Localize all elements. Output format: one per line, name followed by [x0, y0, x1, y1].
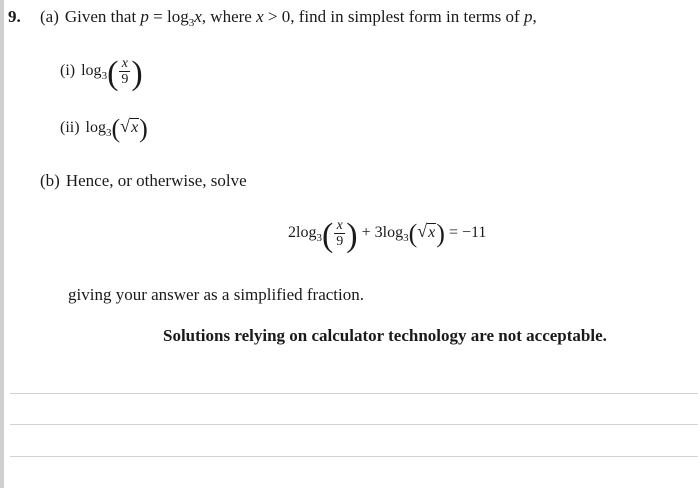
eq-close-paren-2: ) [436, 219, 445, 249]
item-i-numerator: x [119, 56, 130, 72]
eq-plus-term: + 3 [357, 224, 383, 242]
item-i-close-paren: ) [131, 55, 143, 93]
part-a-label: (a) [40, 7, 59, 26]
calculator-notice: Solutions relying on calculator technology are not acceptable. [163, 326, 607, 345]
page-left-border [0, 0, 4, 488]
p-variable-terms: p [523, 7, 533, 26]
eq-base-2: 3 [403, 232, 409, 245]
coefficient-2: 2 [288, 224, 296, 242]
answer-line [10, 456, 698, 457]
item-i-fraction [119, 56, 130, 87]
log-equation [288, 218, 486, 253]
condition-text: > 0, find in simplest form in terms of [263, 7, 524, 26]
sqrt-symbol: √ [120, 116, 131, 136]
log-base: 3 [188, 17, 195, 29]
item-i-open-paren: ( [107, 55, 119, 93]
p-variable: p [140, 7, 149, 26]
item-i [60, 56, 143, 91]
eq-log-1: log [296, 224, 317, 242]
x-variable: x [194, 7, 202, 26]
question-number: 9. [8, 7, 21, 26]
answer-line [10, 424, 698, 425]
eq-radicand: x [428, 224, 436, 242]
part-a-prompt [40, 7, 537, 29]
answer-line [10, 393, 698, 394]
eq-base-1: 3 [316, 232, 322, 245]
answer-instruction: giving your answer as a simplified fraction. [68, 285, 365, 304]
eq-close-paren-1: ) [346, 217, 358, 255]
item-ii-log: log [85, 119, 106, 136]
eq-denominator: 9 [336, 234, 344, 249]
eq-open-paren-1: ( [321, 217, 334, 255]
eq-numerator: x [334, 218, 345, 234]
eq-log-2: log [382, 224, 404, 242]
item-i-log: log [81, 62, 102, 80]
eq-open-paren-2: ( [408, 219, 418, 249]
item-ii-label: (ii) [60, 119, 80, 136]
item-ii-open-paren: ( [111, 114, 121, 143]
x-variable-condition: x [256, 7, 264, 26]
item-i-denominator: 9 [121, 72, 129, 87]
item-ii-radicand: x [131, 119, 139, 136]
item-ii-base: 3 [106, 127, 112, 139]
part-a-intro: Given that [64, 7, 141, 26]
part-a-end: , [532, 7, 537, 26]
part-b-text: Hence, or otherwise, solve [65, 171, 247, 190]
eq-fraction [334, 218, 345, 249]
eq-sqrt-symbol: √ [417, 221, 428, 242]
item-ii-close-paren: ) [139, 114, 148, 143]
log-word: log [167, 7, 189, 26]
item-i-base: 3 [101, 70, 108, 83]
where-text: , where [201, 7, 257, 26]
part-b-prompt [40, 171, 247, 191]
part-b-label: (b) [40, 171, 60, 190]
equals-sign: = [148, 7, 168, 26]
eq-rhs: = −11 [444, 224, 487, 242]
item-i-label: (i) [60, 62, 76, 80]
item-ii [60, 116, 148, 142]
